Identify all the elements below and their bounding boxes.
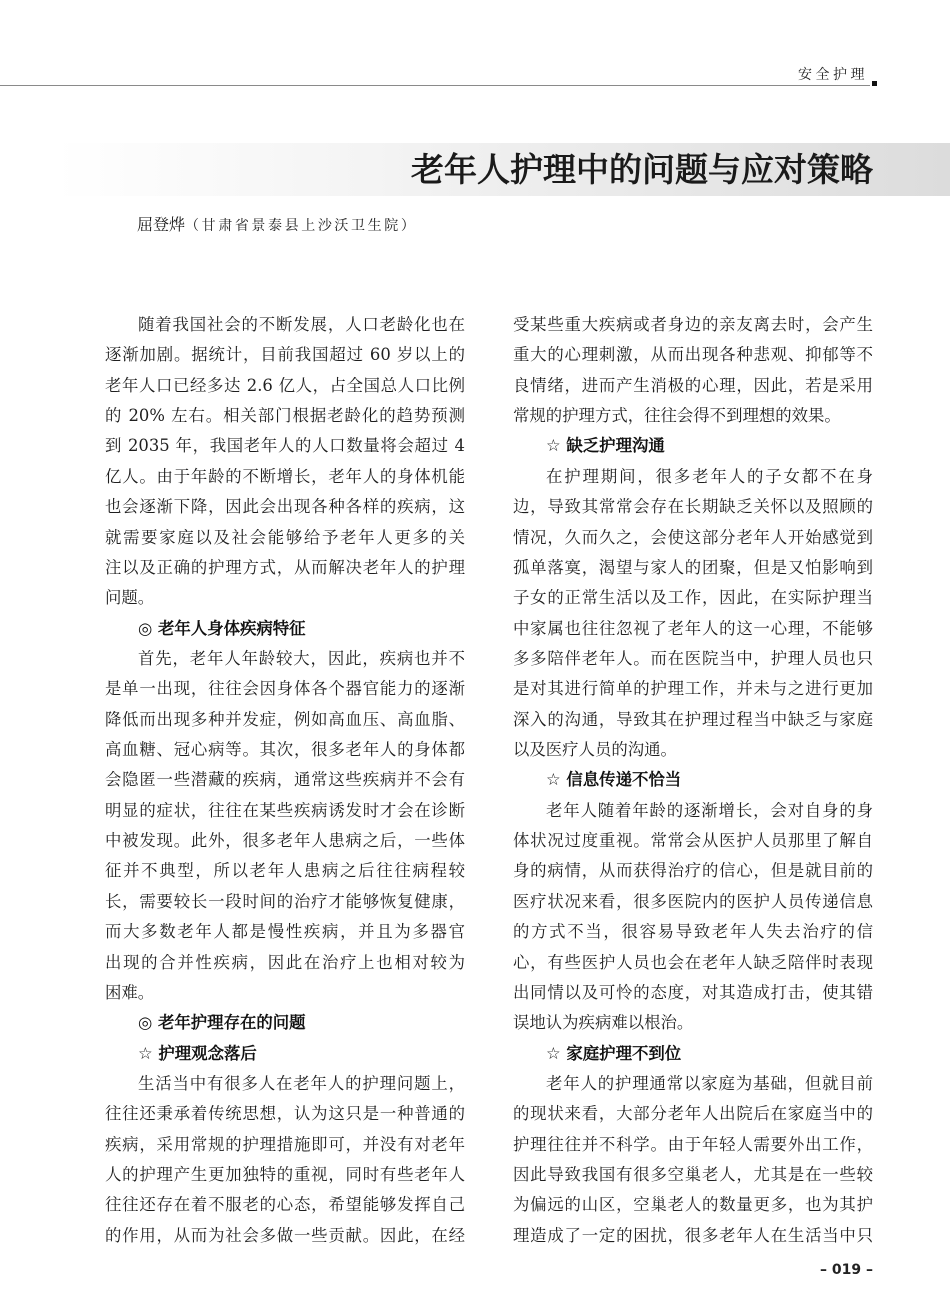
text-line: 情况，久而久之，会使这部分老年人开始感觉到 <box>513 527 873 547</box>
subsection-heading: ☆ 护理观念落后 <box>138 1043 257 1063</box>
text-line: 理造成了一定的困扰，很多老年人在生活当中只 <box>513 1225 873 1245</box>
text-line: 降低而出现多种并发症，例如高血压、高血脂、 <box>105 709 465 729</box>
header-square-marker <box>872 81 877 86</box>
text-line: 良情绪，进而产生消极的心理，因此，若是采用 <box>513 375 873 395</box>
text-line: 的现状来看，大部分老年人出院后在家庭当中的 <box>513 1104 873 1124</box>
text-line: 往往还秉承着传统思想，认为这只是一种普通的 <box>105 1104 465 1124</box>
text-line: 高血糖、冠心病等。其次，很多老年人的身体都 <box>105 740 465 760</box>
running-head-section: 安全护理 <box>798 67 868 83</box>
text-line: 护理往往并不科学。由于年轻人需要外出工作， <box>513 1134 873 1154</box>
text-line: 人的护理产生更加独特的重视，同时有些老年人 <box>105 1165 465 1185</box>
section-heading: ◎ 老年护理存在的问题 <box>138 1013 306 1033</box>
text-line: 因此导致我国有很多空巢老人，尤其是在一些较 <box>513 1165 873 1185</box>
author-line <box>137 212 417 239</box>
text-line: 重大的心理刺激，从而出现各种悲观、抑郁等不 <box>513 345 873 365</box>
text-line: 体状况过度重视。常常会从医护人员那里了解自 <box>513 831 873 851</box>
text-line: 是对其进行简单的护理工作，并未与之进行更加 <box>513 679 873 699</box>
text-line: 多多陪伴老年人。而在医院当中，护理人员也只 <box>513 648 873 668</box>
body-column-left <box>105 310 465 1251</box>
paragraph <box>513 796 873 1039</box>
text-line: 常规的护理方式，往往会得不到理想的效果。 <box>513 406 841 426</box>
text-line: 到 2035 年，我国老年人的人口数量将会超过 4 <box>105 436 465 456</box>
text-line: 的作用，从而为社会多做一些贡献。因此，在经 <box>105 1225 465 1245</box>
paragraph <box>513 462 873 766</box>
article-title: 老年人护理中的问题与应对策略 <box>411 150 873 189</box>
text-line: 而大多数老年人都是慢性疾病，并且为多器官 <box>105 922 465 942</box>
text-line: 会隐匿一些潜藏的疾病，通常这些疾病并不会有 <box>105 770 465 790</box>
text-line: 子女的正常生活以及工作，因此，在实际护理当 <box>513 588 873 608</box>
text-line: 老年人口已经多达 2.6 亿人，占全国总人口比例 <box>105 375 465 395</box>
subsection-heading: ☆ 信息传递不恰当 <box>546 770 682 790</box>
text-line: 边，导致其常常会存在长期缺乏关怀以及照顾的 <box>513 497 873 517</box>
text-line: 出同情以及可怜的态度，对其造成打击，使其错 <box>513 982 873 1002</box>
text-line: 征并不典型，所以老年人患病之后往往病程较 <box>105 861 465 881</box>
text-line: 的 20% 左右。相关部门根据老龄化的趋势预测 <box>105 406 465 426</box>
text-line: 医疗状况来看，很多医院内的医护人员传递信息 <box>513 891 873 911</box>
text-line: 困难。 <box>105 982 155 1002</box>
text-line: 出现的合并性疾病，因此在治疗上也相对较为 <box>105 952 465 972</box>
text-line: 受某些重大疾病或者身边的亲友离去时，会产生 <box>513 315 873 334</box>
text-line: 明显的症状，往往在某些疾病诱发时才会在诊断 <box>105 800 465 820</box>
text-line: 就需要家庭以及社会能够给予老年人更多的关 <box>105 527 465 547</box>
body-column-right <box>513 310 873 1251</box>
paragraph <box>513 310 873 431</box>
paragraph <box>105 1069 465 1251</box>
text-line: 亿人。由于年龄的不断增长，老年人的身体机能 <box>105 466 465 486</box>
text-line: 心，有些医护人员也会在老年人缺乏陪伴时表现 <box>513 952 873 972</box>
text-line: 为偏远的山区，空巢老人的数量更多，也为其护 <box>513 1195 873 1215</box>
page-number: – 019 – <box>820 1262 873 1278</box>
text-line: 老年人随着年龄的逐渐增长，会对自身的身 <box>546 800 873 820</box>
text-line: 疾病，采用常规的护理措施即可，并没有对老年 <box>105 1134 465 1154</box>
text-line: 逐渐加剧。据统计，目前我国超过 60 岁以上的 <box>105 345 465 365</box>
text-line: 首先，老年人年龄较大，因此，疾病也并不 <box>138 648 465 668</box>
text-line: 注以及正确的护理方式，从而解决老年人的护理 <box>105 557 465 577</box>
text-line: 的方式不当，很容易导致老年人失去治疗的信 <box>513 922 873 942</box>
text-line: 中家属也往往忽视了老年人的这一心理，不能够 <box>513 618 873 638</box>
text-line: 深入的沟通，导致其在护理过程当中缺乏与家庭 <box>513 709 873 729</box>
text-line: 问题。 <box>105 588 155 608</box>
text-line: 以及医疗人员的沟通。 <box>513 740 677 760</box>
text-line: 随着我国社会的不断发展，人口老龄化也在 <box>138 315 465 334</box>
header-rule <box>0 85 870 86</box>
paragraph <box>105 310 465 614</box>
author-affiliation: （甘肃省景泰县上沙沃卫生院） <box>185 218 418 234</box>
subsection-heading: ☆ 缺乏护理沟通 <box>546 436 665 456</box>
text-line: 也会逐渐下降，因此会出现各种各样的疾病，这 <box>105 497 465 517</box>
text-line: 老年人的护理通常以家庭为基础，但就目前 <box>546 1073 873 1093</box>
text-line: 在护理期间，很多老年人的子女都不在身 <box>546 466 873 486</box>
text-line: 是单一出现，往往会因身体各个器官能力的逐渐 <box>105 679 465 699</box>
text-line: 长，需要较长一段时间的治疗才能够恢复健康， <box>105 891 465 911</box>
author-name: 屈登烨 <box>137 215 186 234</box>
paragraph <box>513 1069 873 1251</box>
text-line: 往往还存在着不服老的心态，希望能够发挥自己 <box>105 1195 465 1215</box>
text-line: 中被发现。此外，很多老年人患病之后，一些体 <box>105 831 465 851</box>
text-line: 孤单落寞，渴望与家人的团聚，但是又怕影响到 <box>513 557 873 577</box>
section-heading: ◎ 老年人身体疾病特征 <box>138 618 306 638</box>
text-line: 误地认为疾病难以根治。 <box>513 1013 694 1033</box>
paragraph <box>105 644 465 1008</box>
text-line: 身的病情，从而获得治疗的信心，但是就目前的 <box>513 861 873 881</box>
text-line: 生活当中有很多人在老年人的护理问题上， <box>138 1073 465 1093</box>
subsection-heading: ☆ 家庭护理不到位 <box>546 1043 682 1063</box>
